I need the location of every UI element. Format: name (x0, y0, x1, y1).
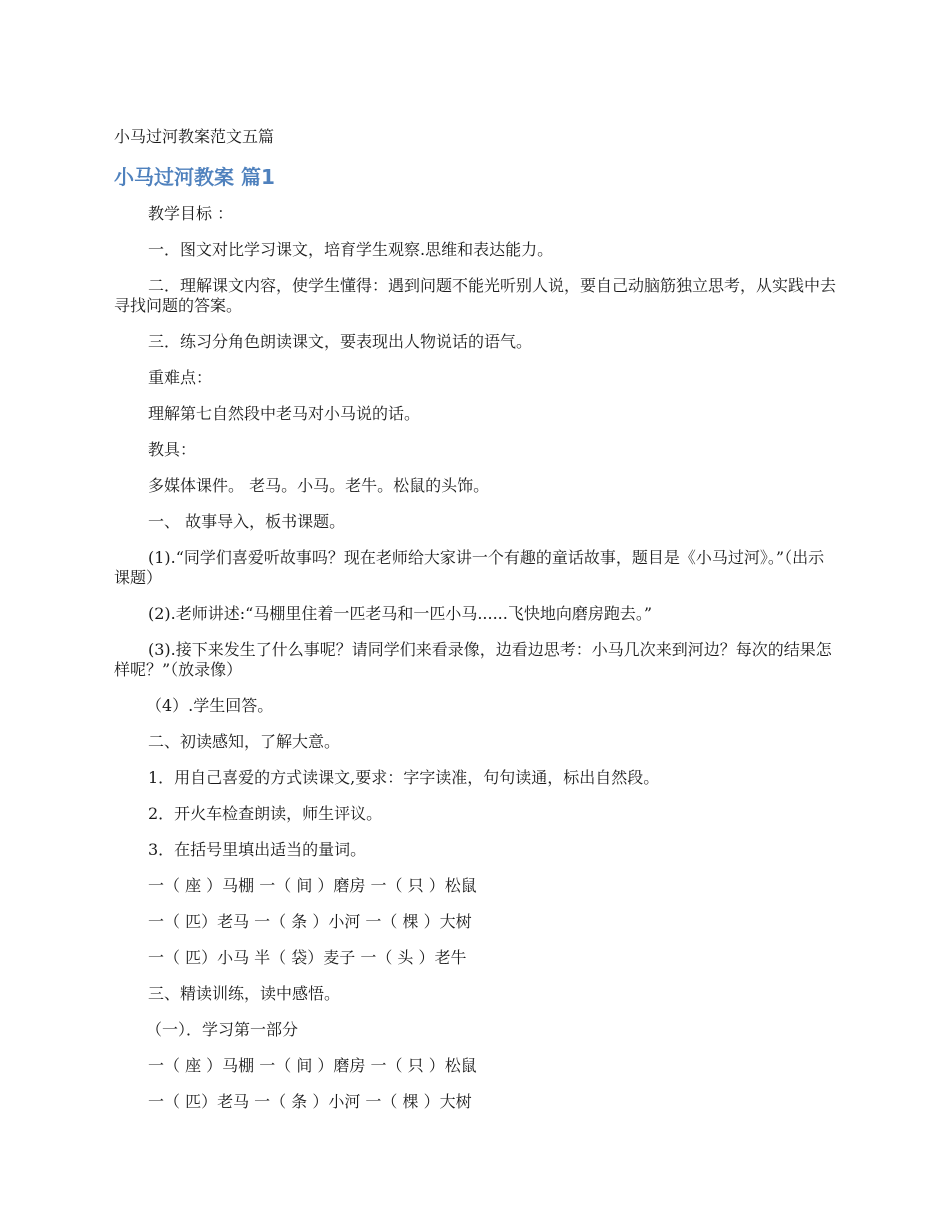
paragraph: 一（ 匹）小马 半（ 袋）麦子 一（ 头 ）老牛 (148, 948, 467, 967)
paragraph: (3).接下来发生了什么事呢？请同学们来看录像，边看边思考：小马几次来到河边？每次的结果怎样呢？”（放录像） (114, 640, 832, 679)
section-heading: 小马过河教案 篇1 (114, 165, 275, 189)
paragraph: 一．图文对比学习课文，培育学生观察.思维和表达能力。 (148, 240, 554, 259)
paragraph: （一）．学习第一部分 (146, 1020, 299, 1039)
paragraph: 二、初读感知，了解大意。 (148, 732, 341, 751)
paragraph: 三、精读训练，读中感悟。 (148, 984, 341, 1003)
paragraph: （4）.学生回答。 (146, 696, 274, 715)
paragraph: 多媒体课件。 老马。小马。老牛。松鼠的头饰。 (148, 476, 490, 495)
paragraph: 一（ 匹）老马 一（ 条 ）小河 一（ 棵 ）大树 (148, 912, 472, 931)
paragraph: 2．开火车检查朗读，师生评议。 (148, 804, 383, 823)
paragraph: 1．用自己喜爱的方式读课文,要求：字字读准，句句读通，标出自然段。 (148, 768, 660, 787)
paragraph: (1).“同学们喜爱听故事吗？现在老师给大家讲一个有趣的童话故事，题目是《小马过河》。”（出示课题） (114, 548, 825, 587)
paragraph: 一（ 座 ）马棚 一（ 间 ）磨房 一（ 只 ）松鼠 (148, 876, 477, 895)
paragraph: 一（ 座 ）马棚 一（ 间 ）磨房 一（ 只 ）松鼠 (148, 1056, 477, 1075)
paragraph: (2).老师讲述:“马棚里住着一匹老马和一匹小马......飞快地向磨房跑去。” (148, 604, 653, 623)
paragraph: 三．练习分角色朗读课文，要表现出人物说话的语气。 (148, 332, 533, 351)
paragraph: 重难点： (148, 368, 213, 387)
paragraph: 二．理解课文内容，使学生懂得：遇到问题不能光听别人说，要自己动脑筋独立思考，从实践中去寻找问题的答案。 (114, 276, 837, 315)
paragraph: 教学目标 ： (148, 204, 234, 223)
paragraph: 3．在括号里填出适当的量词。 (148, 840, 367, 859)
document-title: 小马过河教案范文五篇 (114, 127, 275, 146)
paragraph: 一、 故事导入，板书课题。 (148, 512, 346, 531)
paragraph: 一（ 匹）老马 一（ 条 ）小河 一（ 棵 ）大树 (148, 1092, 472, 1111)
paragraph: 理解第七自然段中老马对小马说的话。 (148, 404, 421, 423)
paragraph: 教具： (148, 440, 197, 459)
document-body (114, 204, 838, 1128)
